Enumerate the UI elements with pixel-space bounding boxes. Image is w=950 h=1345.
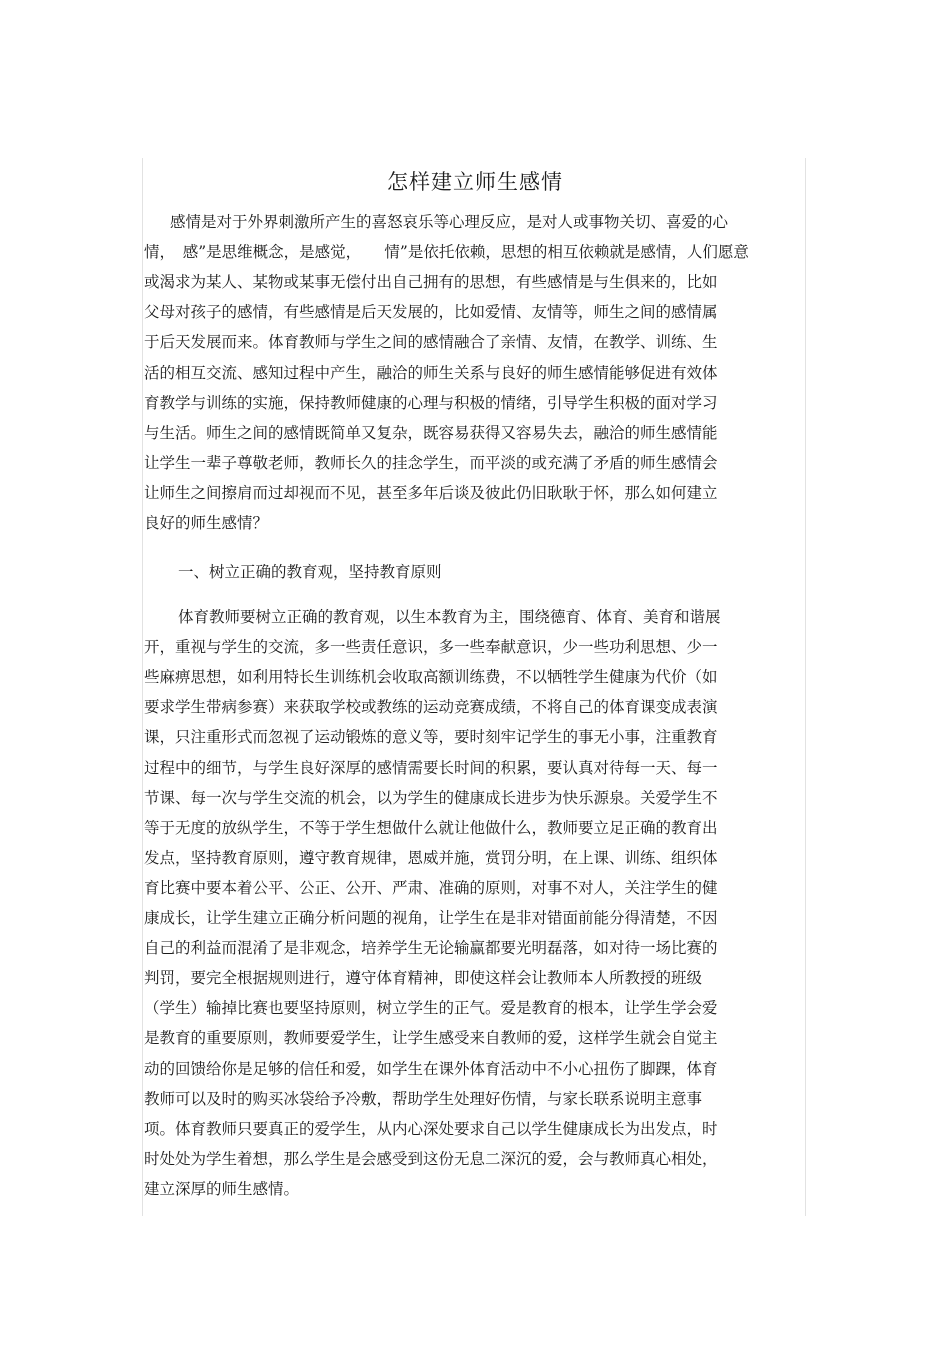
document-title: 怎样建立师生感情 [387, 170, 563, 194]
paragraph-line: 于后天发展而来。体育教师与学生之间的感情融合了亲情、友情，在教学、训练、生 [144, 333, 718, 352]
paragraph-line: 康成长，让学生建立正确分析问题的视角，让学生在是非对错面前能分得清楚，不因 [144, 909, 718, 927]
paragraph-line: 父母对孩子的感情，有些感情是后天发展的，比如爱情、友情等，师生之间的感情属 [144, 303, 718, 322]
paragraph-line: 育比赛中要本着公平、公正、公开、严肃、准确的原则，对事不对人，关注学生的健 [144, 878, 718, 897]
paragraph-line: 育教学与训练的实施，保持教师健康的心理与积极的情绪，引导学生积极的面对学习 [144, 393, 718, 412]
paragraph-line: 等于无度的放纵学生，不等于学生想做什么就让他做什么，教师要立足正确的教育出 [144, 818, 718, 837]
paragraph-line: 与生活。师生之间的感情既简单又复杂，既容易获得又容易失去，融洽的师生感情能 [144, 423, 718, 442]
paragraph-line: 感情是对于外界刺激所产生的喜怒哀乐等心理反应，是对人或事物关切、喜爱的心 [170, 213, 729, 231]
paragraph-line: 良好的师生感情？ [144, 514, 269, 532]
section-heading-1: 一、树立正确的教育观，坚持教育原则 [178, 563, 442, 581]
paragraph-line: 让学生一辈子尊敬老师，教师长久的挂念学生，而平淡的或充满了矛盾的师生感情会 [144, 453, 718, 472]
paragraph-line: 些麻痹思想，如利用特长生训练机会收取高额训练费，不以牺牲学生健康为代价（如 [144, 668, 718, 687]
paragraph-line: 发点，坚持教育原则，遵守教育规律，恩威并施，赏罚分明，在上课、训练、组织体 [144, 848, 718, 867]
paragraph-line: 要求学生带病参赛）来获取学校或教练的运动竞赛成绩，不将自己的体育课变成表演 [144, 698, 718, 717]
paragraph-line: 动的回馈给你是足够的信任和爱，如学生在课外体育活动中不小心扭伤了脚踝，体育 [144, 1059, 718, 1078]
paragraph-line: 或渴求为某人、某物或某事无偿付出自己拥有的思想，有些感情是与生俱来的，比如 [144, 273, 718, 292]
paragraph-line: 自己的利益而混淆了是非观念，培养学生无论输赢都要光明磊落，如对待一场比赛的 [144, 939, 718, 958]
paragraph-line: 开，重视与学生的交流，多一些责任意识，多一些奉献意识，少一些功利思想、少一 [144, 638, 718, 657]
paragraph-line: 项。体育教师只要真正的爱学生，从内心深处要求自己以学生健康成长为出发点，时 [144, 1119, 718, 1138]
paragraph-line: 课，只注重形式而忽视了运动锻炼的意义等，要时刻牢记学生的事无小事，注重教育 [144, 728, 718, 747]
paragraph-line: 判罚，要完全根据规则进行，遵守体育精神，即使这样会让教师本人所教授的班级 [144, 969, 703, 988]
paragraph-line: 时处处为学生着想，那么学生是会感受到这份无息二深沉的爱，会与教师真心相处， [144, 1149, 718, 1168]
paragraph-line: 是教育的重要原则，教师要爱学生，让学生感受来自教师的爱，这样学生就会自觉主 [144, 1029, 718, 1048]
paragraph-line: 情， 感”是思维概念，是感觉， 情”是依托依赖，思想的相互依赖就是感情，人们愿意 [144, 243, 749, 262]
paragraph-line: 建立深厚的师生感情。 [144, 1179, 300, 1198]
paragraph-line: （学生）输掉比赛也要坚持原则，树立学生的正气。爱是教育的根本，让学生学会爱 [144, 999, 718, 1018]
paragraph-line: 节课、每一次与学生交流的机会，以为学生的健康成长进步为快乐源泉。关爱学生不 [144, 788, 718, 807]
paragraph-line: 让师生之间擦肩而过却视而不见，甚至多年后谈及彼此仍旧耿耿于怀，那么如何建立 [144, 483, 718, 502]
paragraph-line: 过程中的细节，与学生良好深厚的感情需要长时间的积累，要认真对待每一天、每一 [144, 758, 718, 777]
paragraph-line: 教师可以及时的购买冰袋给予冷敷，帮助学生处理好伤情，与家长联系说明主意事 [144, 1089, 703, 1108]
paragraph-line: 活的相互交流、感知过程中产生，融洽的师生关系与良好的师生感情能够促进有效体 [144, 363, 718, 382]
paragraph-line: 体育教师要树立正确的教育观，以生本教育为主，围绕德育、体育、美育和谐展 [178, 608, 721, 626]
